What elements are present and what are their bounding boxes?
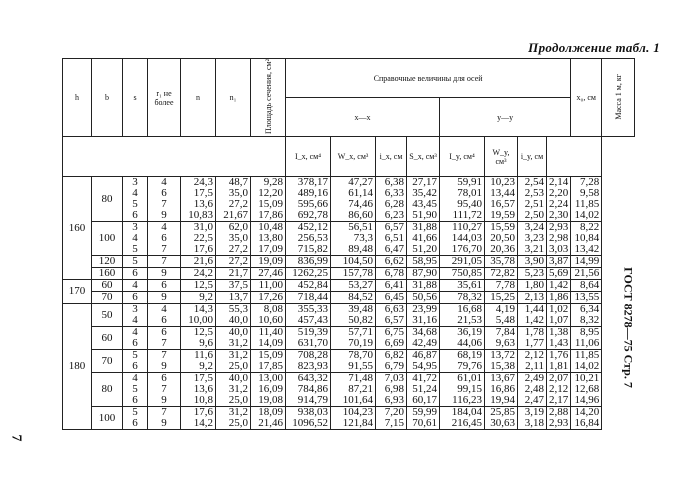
ix-cell: 7,03 6,98 6,93 [376, 373, 407, 407]
Wy-cell: 15,59 20,50 20,36 [485, 222, 518, 256]
Wy-cell: 15,25 [485, 292, 518, 304]
table-row [63, 350, 635, 373]
iy-cell: 1,44 1,42 [518, 304, 547, 327]
mass-cell: 14,20 16,84 [571, 407, 602, 430]
Ix-cell: 452,12 256,53 715,82 [286, 222, 331, 256]
s-cell: 5 6 [123, 350, 148, 373]
Sx-cell: 58,95 [407, 256, 440, 268]
x0-cell: 1,76 1,81 [547, 350, 571, 373]
col-Wy: W_y, см³ [485, 137, 518, 177]
n-cell: 24,3 17,5 13,6 10,83 [181, 177, 216, 222]
iy-cell: 1,78 1,77 [518, 327, 547, 350]
continuation-title: Продолжение табл. 1 [528, 40, 660, 55]
col-s: s [123, 59, 148, 137]
n-cell: 12,5 9,6 [181, 327, 216, 350]
table-row [63, 268, 635, 280]
col-b: b [92, 59, 123, 137]
r-cell: 6 7 9 [148, 373, 181, 407]
mass-cell: 13,55 [571, 292, 602, 304]
b-cell: 60 [92, 280, 123, 292]
ix-cell: 6,78 [376, 268, 407, 280]
b-cell: 80 [92, 177, 123, 222]
Ix-cell: 708,28 823,93 [286, 350, 331, 373]
Wy-cell: 4,19 5,48 [485, 304, 518, 327]
Iy-cell: 35,61 [440, 280, 485, 292]
Wy-cell: 72,82 [485, 268, 518, 280]
Ix-cell: 718,44 [286, 292, 331, 304]
spacer-header [63, 137, 286, 177]
area-cell: 10,48 13,80 17,09 [251, 222, 286, 256]
n-cell: 17,5 13,6 10,8 [181, 373, 216, 407]
col-r: r₁ не более [148, 59, 181, 137]
r-cell: 7 9 [148, 350, 181, 373]
mass-cell: 10,21 12,68 14,96 [571, 373, 602, 407]
area-cell: 11,40 14,09 [251, 327, 286, 350]
table-row [63, 256, 635, 268]
x0-cell: 2,88 2,93 [547, 407, 571, 430]
table-row [63, 304, 635, 327]
xx-header: x—x [286, 98, 440, 137]
Sx-cell: 34,68 42,49 [407, 327, 440, 350]
Wy-cell: 7,84 9,63 [485, 327, 518, 350]
area-cell: 27,46 [251, 268, 286, 280]
table-row [63, 327, 635, 350]
n1-cell: 31,2 25,0 [216, 350, 251, 373]
n1-cell: 40,0 31,2 [216, 327, 251, 350]
n1-cell: 37,5 [216, 280, 251, 292]
Wx-cell: 104,50 [331, 256, 376, 268]
s-cell: 6 [123, 292, 148, 304]
h-cell: 160 [63, 177, 92, 280]
b-cell: 160 [92, 268, 123, 280]
Ix-cell: 938,03 1096,52 [286, 407, 331, 430]
area-cell: 18,09 21,46 [251, 407, 286, 430]
area-cell: 11,00 [251, 280, 286, 292]
b-cell: 80 [92, 373, 123, 407]
Ix-cell: 1262,25 [286, 268, 331, 280]
page-number: 7 [8, 434, 24, 442]
area-cell: 19,09 [251, 256, 286, 268]
ix-cell: 7,20 7,15 [376, 407, 407, 430]
Wy-cell: 7,78 [485, 280, 518, 292]
ix-cell: 6,41 [376, 280, 407, 292]
mass-cell: 21,56 [571, 268, 602, 280]
Wx-cell: 78,70 91,55 [331, 350, 376, 373]
area-cell: 9,28 12,20 15,09 17,86 [251, 177, 286, 222]
Wy-cell: 25,85 30,63 [485, 407, 518, 430]
n-cell: 31,0 22,5 17,6 [181, 222, 216, 256]
s-cell: 3 4 [123, 304, 148, 327]
n-cell: 17,6 14,2 [181, 407, 216, 430]
area-cell: 8,08 10,60 [251, 304, 286, 327]
Wy-cell: 10,23 13,44 16,57 19,59 [485, 177, 518, 222]
Wx-cell: 71,48 87,21 101,64 [331, 373, 376, 407]
x0-cell: 2,93 2,98 3,03 [547, 222, 571, 256]
n1-cell: 27,2 [216, 256, 251, 268]
table-row [63, 373, 635, 407]
Wy-cell: 13,67 16,86 19,94 [485, 373, 518, 407]
s-cell: 3 4 5 [123, 222, 148, 256]
Sx-cell: 87,90 [407, 268, 440, 280]
s-cell: 5 6 [123, 407, 148, 430]
table-body [63, 177, 635, 430]
r-cell: 4 6 7 [148, 222, 181, 256]
r-cell: 7 9 [148, 407, 181, 430]
table-row [63, 222, 635, 256]
spacer-header-2 [547, 137, 602, 177]
table-row [63, 177, 635, 222]
b-cell: 100 [92, 407, 123, 430]
mass-cell: 14,99 [571, 256, 602, 268]
ix-cell: 6,82 6,79 [376, 350, 407, 373]
iy-cell: 2,49 2,48 2,47 [518, 373, 547, 407]
area-cell: 15,09 17,85 [251, 350, 286, 373]
r-cell: 7 [148, 256, 181, 268]
Wy-cell: 13,72 15,38 [485, 350, 518, 373]
Wx-cell: 53,27 [331, 280, 376, 292]
Iy-cell: 16,68 21,53 [440, 304, 485, 327]
area-cell: 17,26 [251, 292, 286, 304]
col-n1: n₁ [216, 59, 251, 137]
b-cell: 50 [92, 304, 123, 327]
col-h: h [63, 59, 92, 137]
ix-cell: 6,45 [376, 292, 407, 304]
s-cell: 6 [123, 268, 148, 280]
r-cell: 6 [148, 280, 181, 292]
table-row [63, 407, 635, 430]
h-cell: 170 [63, 280, 92, 304]
col-Ix: I_x, см⁴ [286, 137, 331, 177]
Iy-cell: 59,91 78,01 95,40 111,72 [440, 177, 485, 222]
iy-cell: 3,90 [518, 256, 547, 268]
mass-cell: 8,95 11,06 [571, 327, 602, 350]
r-cell: 4 6 7 9 [148, 177, 181, 222]
n1-cell: 55,3 40,0 [216, 304, 251, 327]
n1-cell: 31,2 25,0 [216, 407, 251, 430]
n1-cell: 48,7 35,0 27,2 21,67 [216, 177, 251, 222]
b-cell: 100 [92, 222, 123, 256]
iy-cell: 2,54 2,53 2,51 2,50 [518, 177, 547, 222]
Iy-cell: 110,27 144,03 176,70 [440, 222, 485, 256]
area-header-text: Площадь сечения, см² [263, 59, 273, 135]
n-cell: 14,3 10,00 [181, 304, 216, 327]
s-cell: 4 [123, 280, 148, 292]
Sx-cell: 59,99 70,61 [407, 407, 440, 430]
mass-cell: 11,85 14,02 [571, 350, 602, 373]
n1-cell: 40,0 31,2 25,0 [216, 373, 251, 407]
Sx-cell: 23,99 31,16 [407, 304, 440, 327]
ix-cell: 6,62 [376, 256, 407, 268]
gost-side-label: ГОСТ 8278—75 Стр. 7 [621, 267, 636, 388]
col-Sx: S_x, см³ [407, 137, 440, 177]
iy-cell: 3,24 3,23 3,21 [518, 222, 547, 256]
s-cell: 4 6 [123, 327, 148, 350]
Wx-cell: 104,23 121,84 [331, 407, 376, 430]
ix-cell: 6,38 6,33 6,28 6,23 [376, 177, 407, 222]
r-cell: 6 7 [148, 327, 181, 350]
Iy-cell: 68,19 79,76 [440, 350, 485, 373]
Sx-cell: 27,17 35,42 43,45 51,90 [407, 177, 440, 222]
n1-cell: 21,7 [216, 268, 251, 280]
n1-cell: 62,0 35,0 27,2 [216, 222, 251, 256]
area-cell: 13,00 16,09 19,08 [251, 373, 286, 407]
Wy-cell: 35,78 [485, 256, 518, 268]
Iy-cell: 750,85 [440, 268, 485, 280]
s-cell: 3 4 5 6 [123, 177, 148, 222]
col-Iy: I_y, см⁴ [440, 137, 485, 177]
b-cell: 70 [92, 292, 123, 304]
r-cell: 9 [148, 268, 181, 280]
col-x0: x₀, см [571, 59, 602, 137]
x0-cell: 1,38 1,43 [547, 327, 571, 350]
ix-cell: 6,57 6,51 6,47 [376, 222, 407, 256]
table-row [63, 292, 635, 304]
Sx-cell: 31,88 41,66 51,20 [407, 222, 440, 256]
x0-cell: 1,42 [547, 280, 571, 292]
Ix-cell: 836,99 [286, 256, 331, 268]
col-area [251, 59, 286, 137]
b-cell: 120 [92, 256, 123, 268]
Iy-cell: 36,19 44,06 [440, 327, 485, 350]
mass-cell: 6,34 8,32 [571, 304, 602, 327]
n-cell: 24,2 [181, 268, 216, 280]
s-cell: 4 5 6 [123, 373, 148, 407]
Iy-cell: 78,32 [440, 292, 485, 304]
x0-cell: 5,69 [547, 268, 571, 280]
Wx-cell: 56,51 73,3 89,48 [331, 222, 376, 256]
Ix-cell: 378,17 489,16 595,66 692,78 [286, 177, 331, 222]
n-cell: 21,6 [181, 256, 216, 268]
n-cell: 12,5 [181, 280, 216, 292]
h-cell: 180 [63, 304, 92, 430]
ix-cell: 6,63 6,57 [376, 304, 407, 327]
s-cell: 5 [123, 256, 148, 268]
Ix-cell: 355,33 457,43 [286, 304, 331, 327]
mass-cell: 8,64 [571, 280, 602, 292]
Wx-cell: 39,48 50,82 [331, 304, 376, 327]
col-iy: i_y, см [518, 137, 547, 177]
iy-cell: 2,12 2,11 [518, 350, 547, 373]
col-Wx: W_x, см³ [331, 137, 376, 177]
b-cell: 60 [92, 327, 123, 350]
iy-cell: 3,19 3,18 [518, 407, 547, 430]
Iy-cell: 184,04 216,45 [440, 407, 485, 430]
col-n: n [181, 59, 216, 137]
Wx-cell: 57,71 70,19 [331, 327, 376, 350]
x0-cell: 2,14 2,20 2,24 2,30 [547, 177, 571, 222]
Sx-cell: 41,72 51,24 60,17 [407, 373, 440, 407]
ix-cell: 6,75 6,69 [376, 327, 407, 350]
Iy-cell: 291,05 [440, 256, 485, 268]
yy-header: y—y [440, 98, 571, 137]
b-cell: 70 [92, 350, 123, 373]
r-cell: 9 [148, 292, 181, 304]
ref-header: Справочные величины для осей [286, 59, 571, 98]
n-cell: 9,2 [181, 292, 216, 304]
col-mass [602, 59, 635, 137]
mass-cell: 7,28 9,58 11,85 14,02 [571, 177, 602, 222]
Ix-cell: 519,39 631,70 [286, 327, 331, 350]
Iy-cell: 61,01 99,15 116,23 [440, 373, 485, 407]
Sx-cell: 50,56 [407, 292, 440, 304]
iy-cell: 2,13 [518, 292, 547, 304]
Sx-cell: 31,88 [407, 280, 440, 292]
iy-cell: 1,80 [518, 280, 547, 292]
x0-cell: 1,02 1,07 [547, 304, 571, 327]
Ix-cell: 643,32 784,86 914,79 [286, 373, 331, 407]
Wx-cell: 47,27 61,14 74,46 86,60 [331, 177, 376, 222]
mass-header-text: Масса 1 м, кг [613, 73, 623, 120]
Wx-cell: 157,78 [331, 268, 376, 280]
n1-cell: 13,7 [216, 292, 251, 304]
table-row [63, 280, 635, 292]
Ix-cell: 452,84 [286, 280, 331, 292]
iy-cell: 5,23 [518, 268, 547, 280]
Wx-cell: 84,52 [331, 292, 376, 304]
col-ix: i_x, см [376, 137, 407, 177]
n-cell: 11,6 9,2 [181, 350, 216, 373]
profile-table [62, 58, 635, 430]
r-cell: 4 6 [148, 304, 181, 327]
mass-cell: 8,22 10,84 13,42 [571, 222, 602, 256]
x0-cell: 3,87 [547, 256, 571, 268]
x0-cell: 1,86 [547, 292, 571, 304]
x0-cell: 2,07 2,12 2,17 [547, 373, 571, 407]
Sx-cell: 46,87 54,95 [407, 350, 440, 373]
